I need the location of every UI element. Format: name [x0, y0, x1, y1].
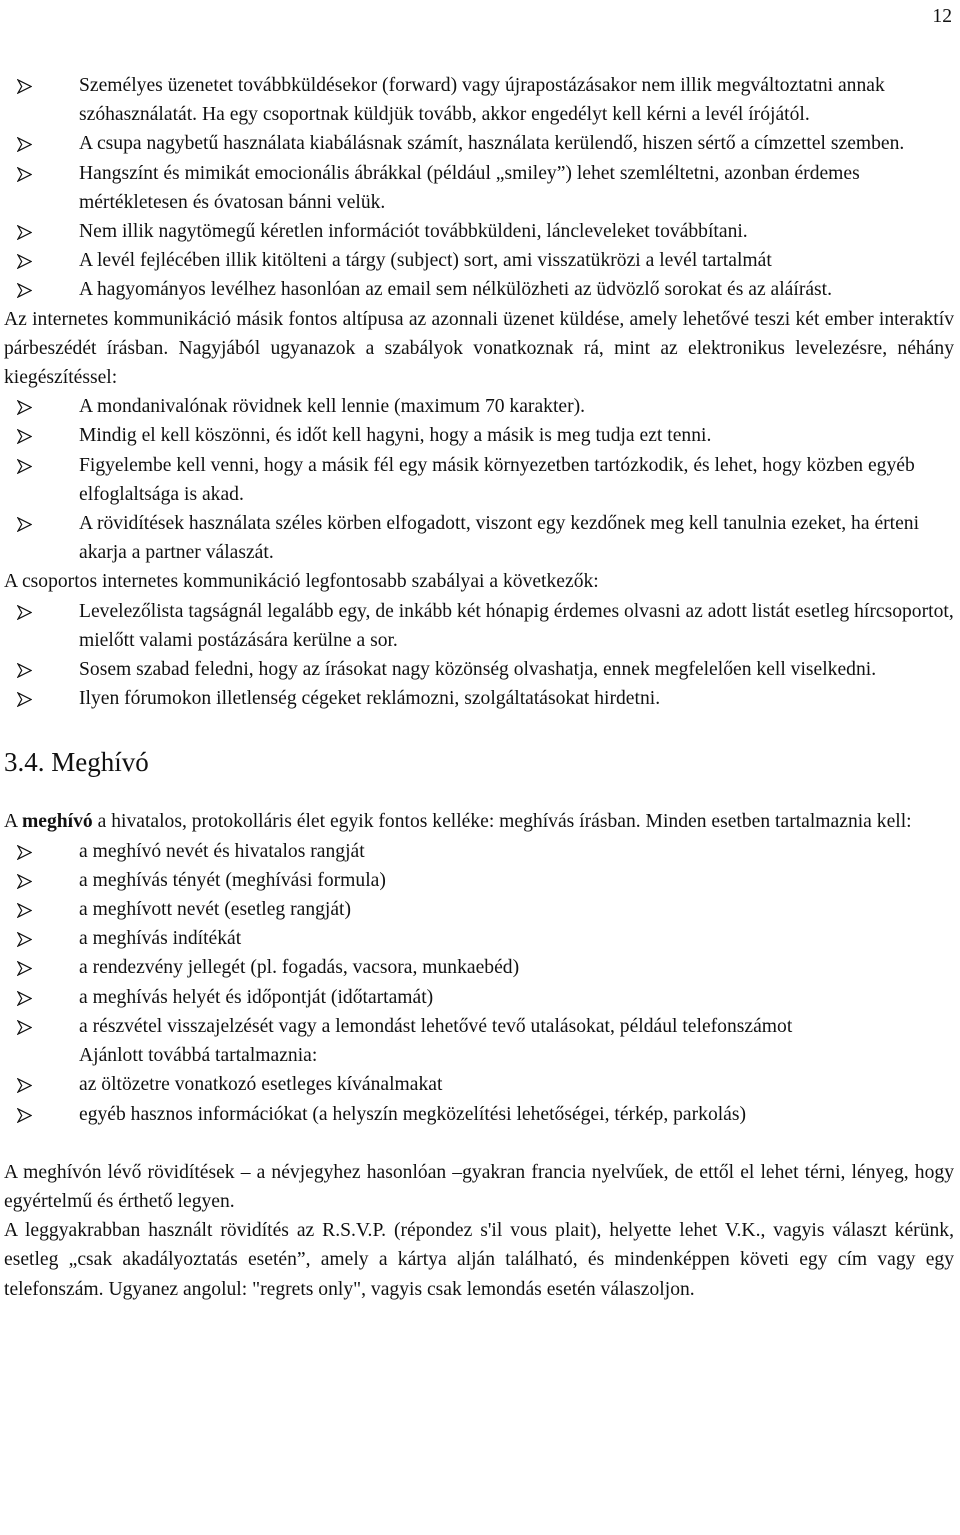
arrowhead-bullet-icon [17, 167, 32, 182]
group-rules-list [4, 597, 954, 714]
list-item-text: a részvétel visszajelzését vagy a lemondást lehetővé tevő utalásokat, például telefonszámot [79, 1015, 793, 1037]
list-item-text: A hagyományos levélhez hasonlóan az email sem nélkülözheti az üdvözlő sorokat és az aláírást. [79, 279, 833, 301]
list-item-text: A mondanivalónak rövidnek kell lennie (maximum 70 karakter). [79, 396, 586, 418]
list-item-text: A csupa nagybetű használata kiabálásnak számít, használata kerülendő, hiszen sértő a címzettel szemben. [79, 133, 905, 155]
list-item [4, 655, 954, 684]
list-item-text: Sosem szabad feledni, hogy az írásokat nagy közönség olvashatja, ennek megfelelően kell viselkedni. [79, 659, 877, 681]
list-item [4, 1070, 954, 1099]
invitation-optional-list [4, 1070, 954, 1128]
list-item [4, 451, 954, 509]
list-item-text: a rendezvény jellegét (pl. fogadás, vacsora, munkaebéd) [79, 957, 520, 979]
list-item [4, 953, 954, 982]
document-body [4, 71, 954, 1304]
paragraph-abbreviations-2: A leggyakrabban használt rövidítés az R.S.V.P. (répondez s'il vous plait), helyette lehet V.K., vagyis választ kérünk, esetleg „csak akadályoztatás esetén”, amely a kártya alján található, és mindenképpen követi egy cím vagy egy telefonszám. Ugyanez angolul: "regrets only", vagyis csak lemondás esetén válaszoljon. [4, 1220, 954, 1300]
arrowhead-bullet-icon [17, 400, 32, 415]
arrowhead-bullet-icon [17, 517, 32, 532]
list-item [4, 895, 954, 924]
arrowhead-bullet-icon [17, 961, 32, 976]
arrowhead-bullet-icon [17, 1020, 32, 1035]
list-item [4, 217, 954, 246]
list-item [4, 1012, 954, 1041]
list-item [4, 246, 954, 275]
arrowhead-bullet-icon [17, 429, 32, 444]
arrowhead-bullet-icon [17, 254, 32, 269]
arrowhead-bullet-icon [17, 1108, 32, 1123]
list-item [4, 597, 954, 655]
arrowhead-bullet-icon [17, 903, 32, 918]
invitation-bold-term: meghívó [21, 811, 93, 833]
list-item-text: A rövidítések használata széles körben elfogadott, viszont egy kezdőnek meg kell tanulnia ezeket, ha érteni akarja a partner válaszát. [79, 513, 920, 564]
list-item [4, 983, 954, 1012]
list-item-text: Figyelembe kell venni, hogy a másik fél egy másik környezetben tartózkodik, és lehet, hogy közben egyéb elfoglaltsága is akad. [79, 454, 915, 505]
list-item [4, 1100, 954, 1129]
invitation-intro: A [4, 811, 22, 833]
list-item-text: a meghívás helyét és időpontját (időtartamát) [79, 986, 434, 1008]
invitation-rest: a hivatalos, protokolláris élet egyik fontos kelléke: meghívás írásban. Minden esetben tartalmaznia kell: [92, 811, 912, 833]
list-item [4, 509, 954, 567]
list-item-text: Hangszínt és mimikát emocionális ábrákkal (például „smiley”) lehet szemléltetni, azonban érdemes mértékletesen és óvatosan bánni velük. [79, 162, 860, 213]
list-item [4, 924, 954, 953]
list-item [4, 159, 954, 217]
arrowhead-bullet-icon [17, 932, 32, 947]
instant-messaging-rules-list [4, 392, 954, 567]
list-item [4, 392, 954, 421]
list-item [4, 71, 954, 129]
paragraph-invitation [4, 807, 954, 836]
list-item-text: a meghívó nevét és hivatalos rangját [79, 840, 365, 862]
list-item [4, 129, 954, 158]
paragraph-instant-messaging: Az internetes kommunikáció másik fontos altípusa az azonnali üzenet küldése, amely lehetővé teszi két ember interaktív párbeszédét írásban. Nagyjából ugyanazok a szabályok vonatkoznak rá, mint az elektronikus levelezésre, néhány kiegészítéssel: [4, 308, 954, 389]
recommended-label: Ajánlott továbbá tartalmaznia: [79, 1045, 318, 1067]
list-item-text: a meghívás indítékát [79, 928, 242, 950]
arrowhead-bullet-icon [17, 137, 32, 152]
arrowhead-bullet-icon [17, 874, 32, 889]
list-item [4, 421, 954, 450]
list-item [4, 866, 954, 895]
list-item [4, 684, 954, 713]
paragraph-abbreviations-1: A meghívón lévő rövidítések – a névjegyhez hasonlóan –gyakran francia nyelvűek, de ettől el lehet térni, lényeg, hogy egyértelmű és érthető legyen. [4, 1161, 954, 1212]
email-rules-list [4, 71, 954, 305]
page-number: 12 [932, 6, 952, 27]
list-item-text: A levél fejlécében illik kitölteni a tárgy (subject) sort, ami visszatükrözi a levél tartalmát [79, 250, 772, 272]
arrowhead-bullet-icon [17, 79, 32, 94]
invitation-contents-list [4, 837, 954, 1041]
spacer [4, 1129, 954, 1158]
list-item-text: a meghívás tényét (meghívási formula) [79, 869, 386, 891]
arrowhead-bullet-icon [17, 845, 32, 860]
arrowhead-bullet-icon [17, 605, 32, 620]
list-item-text: Mindig el kell köszönni, és időt kell hagyni, hogy a másik is meg tudja ezt tenni. [79, 425, 712, 447]
section-heading: 3.4. Meghívó [4, 747, 149, 778]
list-item [4, 275, 954, 304]
arrowhead-bullet-icon [17, 225, 32, 240]
list-item-text: egyéb hasznos információkat (a helyszín megközelítési lehetőségei, térkép, parkolás) [79, 1103, 747, 1125]
list-item-text: Személyes üzenetet továbbküldésekor (forward) vagy újrapostázásakor nem illik megváltoztatni annak szóhasználatát. Ha egy csoportnak küldjük tovább, akkor engedélyt kell kérni a levél írójától. [79, 75, 885, 126]
arrowhead-bullet-icon [17, 459, 32, 474]
arrowhead-bullet-icon [17, 1078, 32, 1093]
arrowhead-bullet-icon [17, 663, 32, 678]
list-item-text: a meghívott nevét (esetleg rangját) [79, 899, 352, 921]
arrowhead-bullet-icon [17, 283, 32, 298]
list-item-text: az öltözetre vonatkozó esetleges kívánalmakat [79, 1074, 443, 1096]
paragraph-group-communication: A csoportos internetes kommunikáció legfontosabb szabályai a következők: [4, 571, 599, 593]
list-item [4, 837, 954, 866]
arrowhead-bullet-icon [17, 692, 32, 707]
arrowhead-bullet-icon [17, 991, 32, 1006]
list-item-text: Nem illik nagytömegű kéretlen információt továbbküldeni, láncleveleket továbbítani. [79, 221, 748, 243]
list-item-text: Ilyen fórumokon illetlenség cégeket reklámozni, szolgáltatásokat hirdetni. [79, 688, 661, 710]
list-item-text: Levelezőlista tagságnál legalább egy, de inkább két hónapig érdemes olvasni az adott listát esetleg hírcsoportot, mielőtt valami postázására kerülne a sor. [79, 600, 954, 651]
